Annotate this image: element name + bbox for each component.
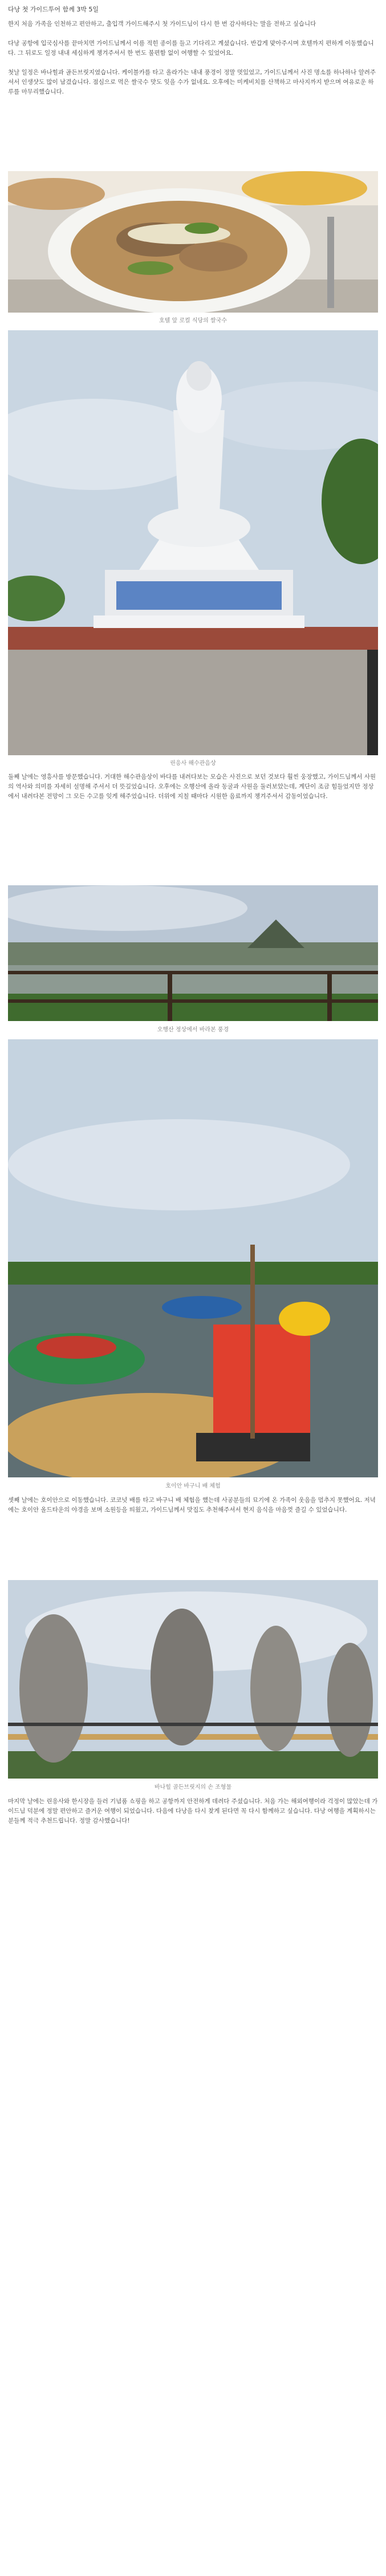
pho-photo: [8, 171, 378, 313]
closing-paragraph: 마지막 날에는 린응사와 한시장을 들러 기념품 쇼핑을 하고 공항까지 안전하게 데려다 주셨습니다. 처음 가는 해외여행이라 걱정이 많았는데 가이드님 덕분에 정말 편안하고 즐거운 여행이 되었습니다. 다음에 다낭을 다시 찾게 된다면 꼭 다시 함께하고 싶습니다. 다낭 여행을 계획하시는 분들께 적극 추천드립니다. 정말 감사했습니다!: [8, 1798, 378, 1824]
viewpoint-photo: [8, 885, 378, 1021]
photo-caption: 오행산 정상에서 바라본 풍경: [157, 1027, 229, 1033]
hands-photo: [8, 1580, 378, 1779]
intro-paragraph: 한지 처음 가족을 인천하고 편안하고, 출입객 가이드해주시 첫 가이드님이 다시 한 번 감사하다는 말을 전하고 싶습니다 다낭 공항에 입국심사를 끝마치면 가이드님께서 이름 적힌 종이를 들고 기다리고 계셨습니다. 반갑게 맞아주시며 호텔까지 편하게 이동했습니다. 그 뒤로도 일정 내내 세심하게 챙겨주셔서 한 번도 불편함 없이 여행할 수 있었어요. 첫날 일정은 바나힐과 골든브릿지였습니다. 케이블카를 타고 올라가는 내내 풍경이 정말 멋있었고, 가이드님께서 사진 명소를 하나하나 알려주셔서 인생샷도 많이 남겼습니다. 점심으로 먹은 쌀국수 맛도 잊을 수가 없네요. 오후에는 미케비치를 산책하고 마사지까지 받으며 여유로운 하루를 마무리했습니다.: [8, 21, 376, 95]
photo-caption: 바나힐 골든브릿지의 손 조형물: [154, 1784, 232, 1791]
statue-photo: [8, 330, 378, 755]
photo-caption: 호이안 바구니 배 체험: [165, 1483, 221, 1489]
boat-photo: [8, 1039, 378, 1477]
body-paragraph: 셋째 날에는 호이안으로 이동했습니다. 코코넛 배를 타고 바구니 배 체험을 했는데 사공분들의 묘기에 온 가족이 웃음을 멈추지 못했어요. 저녁에는 호이안 올드타운의 야경을 보며 소원등을 띄웠고, 가이드님께서 맛집도 추천해주셔서 현지 음식을 마음껏 즐길 수 있었습니다.: [8, 1497, 376, 1513]
post-title: 다낭 첫 가이드투어 함께 3박 5일: [8, 6, 99, 13]
photo-caption: 린응사 해수관음상: [170, 760, 216, 767]
body-paragraph: 둘째 날에는 영흥사를 방문했습니다. 거대한 해수관음상이 바다를 내려다보는 모습은 사진으로 보던 것보다 훨씬 웅장했고, 가이드님께서 사원의 역사와 의미를 자세히 설명해 주셔서 더 뜻깊었습니다. 오후에는 오행산에 올라 동굴과 사원을 둘러보았는데, 계단이 조금 힘들었지만 정상에서 내려다본 전망이 그 모든 수고를 잊게 해주었습니다. 더위에 지칠 때마다 시원한 음료까지 챙겨주셔서 감동이었습니다.: [8, 773, 376, 800]
photo-caption: 호텔 앞 로컬 식당의 쌀국수: [159, 318, 227, 324]
